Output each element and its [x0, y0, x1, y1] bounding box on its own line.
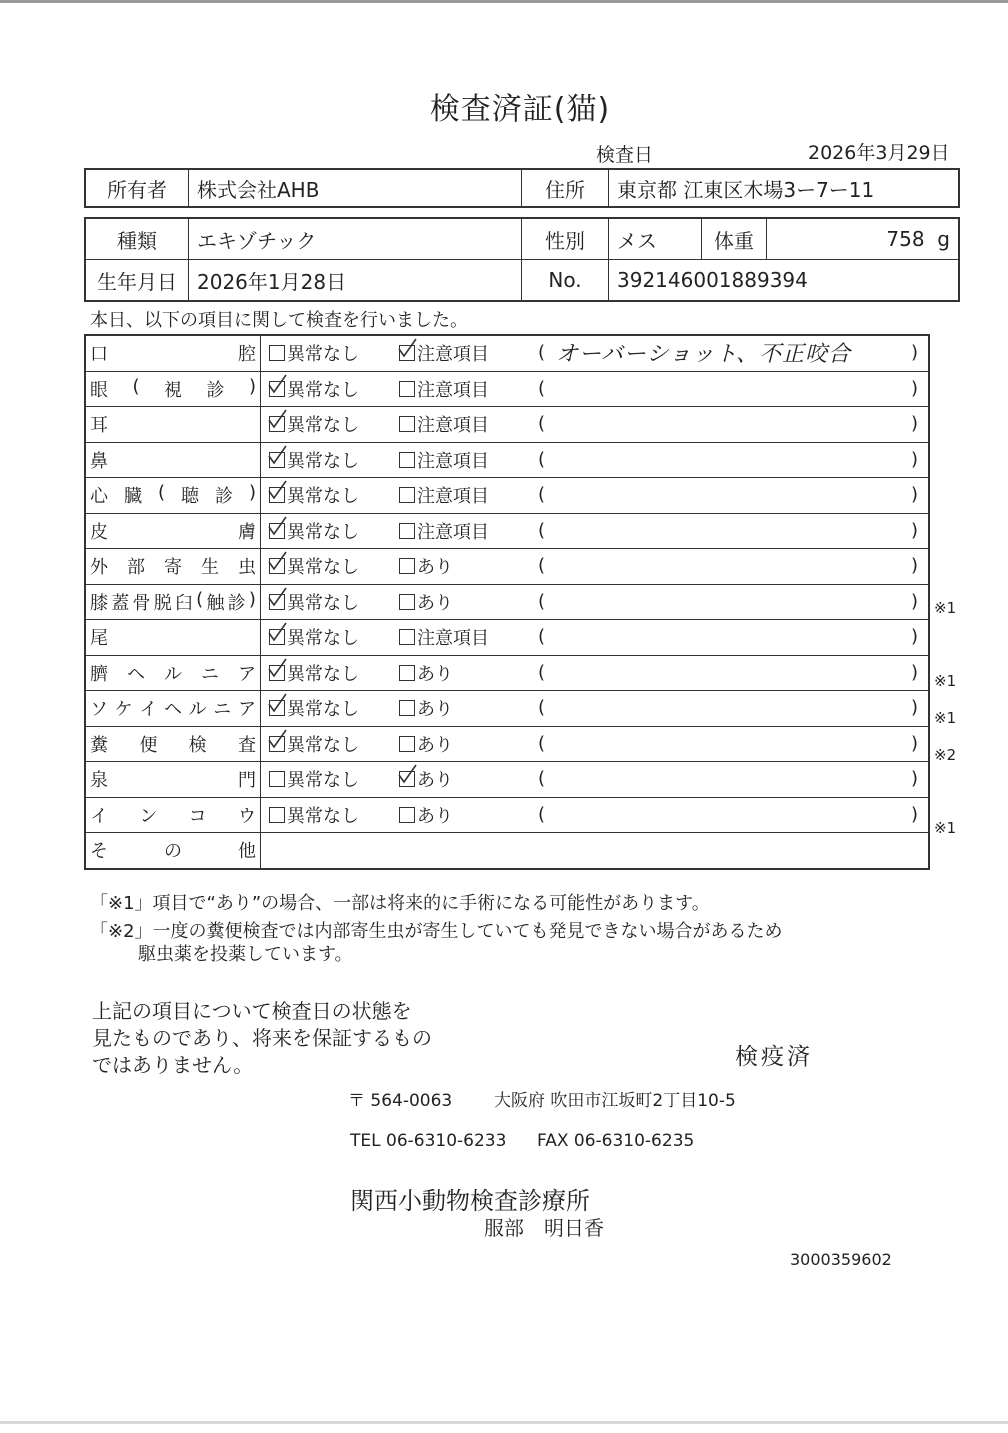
normal-option — [261, 655, 400, 691]
kind-value: エキゾチック — [189, 218, 522, 260]
paren-open: ( — [538, 519, 546, 541]
item-label-text: 泉 門 — [90, 770, 256, 792]
paren-close: ) — [910, 519, 918, 541]
paren-open: ( — [538, 626, 546, 647]
paren-close: ) — [910, 803, 918, 825]
weight-label: 体重 — [702, 218, 767, 260]
normal-checkbox[interactable] — [269, 523, 285, 539]
normal-checkbox[interactable] — [269, 736, 285, 752]
note-cell — [534, 655, 929, 691]
note-cell — [534, 513, 929, 549]
attention-checkbox[interactable] — [399, 452, 415, 468]
paren-close: ) — [910, 626, 918, 647]
note-cell — [534, 726, 929, 762]
paren-open: ( — [538, 342, 546, 363]
item-label-text: 尾 — [90, 628, 108, 650]
present-checkbox[interactable] — [399, 736, 415, 752]
present-label: あり — [417, 663, 453, 685]
owner-value: 株式会社AHB — [189, 169, 522, 207]
paren-open: ( — [538, 732, 546, 754]
clinic-person: 服部 明日香 — [484, 1216, 604, 1240]
attention-option — [399, 478, 534, 514]
clinic-fax: FAX 06-6310-6235 — [537, 1131, 695, 1151]
dob-label: 生年月日 — [85, 260, 189, 302]
normal-checkbox[interactable] — [269, 381, 285, 397]
note-cell — [534, 335, 929, 371]
normal-checkbox[interactable] — [269, 771, 285, 787]
normal-option — [261, 371, 400, 407]
item-label — [85, 478, 261, 514]
check-table — [84, 334, 930, 870]
item-label — [85, 762, 261, 798]
present-checkbox[interactable] — [399, 665, 415, 681]
normal-checkbox[interactable] — [269, 629, 285, 645]
normal-checkbox[interactable] — [269, 487, 285, 503]
address-label: 住所 — [522, 169, 609, 207]
paren-close: ) — [910, 590, 918, 612]
note-cell — [534, 584, 929, 620]
animal-table — [84, 217, 960, 302]
owner-label: 所有者 — [85, 169, 189, 207]
footnote-marker: ※2 — [934, 745, 957, 764]
normal-option — [261, 620, 400, 656]
paren-close: ) — [910, 484, 918, 505]
present-label: あり — [417, 592, 453, 614]
paren-open: ( — [538, 768, 546, 789]
present-label: あり — [417, 805, 453, 827]
present-label: あり — [417, 770, 453, 792]
normal-label: 異常なし — [287, 415, 359, 437]
item-label — [85, 442, 261, 478]
item-label-text: 外 部 寄 生 虫 — [90, 557, 256, 579]
serial-number: 3000359602 — [790, 1250, 892, 1269]
attention-label: 注意項目 — [417, 344, 489, 366]
inspection-date-label: 検査日 — [596, 144, 654, 166]
present-option — [399, 726, 534, 762]
footnote-marker: ※1 — [934, 818, 957, 837]
table-row — [85, 691, 929, 727]
weight-unit: g — [937, 227, 950, 251]
paren-close: ) — [910, 732, 918, 754]
table-row — [85, 407, 929, 443]
weight-value: 758 — [886, 227, 925, 251]
item-label-text: 眼 ( 視 診 ) — [90, 375, 256, 401]
attention-checkbox[interactable] — [399, 416, 415, 432]
item-label-text: 鼻 — [90, 450, 108, 472]
paren-close: ) — [910, 697, 918, 718]
sex-value: メス — [609, 218, 702, 260]
intro-text: 本日、以下の項目に関して検査を行いました。 — [90, 310, 468, 331]
normal-label: 異常なし — [287, 699, 359, 721]
attention-checkbox[interactable] — [399, 345, 415, 361]
normal-option — [261, 726, 400, 762]
table-row — [85, 335, 929, 371]
table-row — [85, 549, 929, 585]
note-cell — [534, 620, 929, 656]
other-label-text: そ の 他 — [90, 841, 256, 863]
item-label — [85, 584, 261, 620]
paren-close: ) — [910, 661, 918, 683]
scan-edge-bottom — [0, 1421, 1008, 1424]
present-checkbox[interactable] — [399, 700, 415, 716]
present-option — [399, 549, 534, 585]
present-checkbox[interactable] — [399, 558, 415, 574]
present-option — [399, 797, 534, 833]
attention-label: 注意項目 — [417, 415, 489, 437]
paren-open: ( — [538, 661, 546, 683]
footnote-marker: ※1 — [934, 672, 957, 691]
normal-label: 異常なし — [287, 521, 359, 543]
normal-option — [261, 549, 400, 585]
normal-checkbox[interactable] — [269, 558, 285, 574]
paren-close: ) — [910, 448, 918, 470]
normal-checkbox[interactable] — [269, 416, 285, 432]
present-checkbox[interactable] — [399, 594, 415, 610]
footnote-marker: ※1 — [934, 709, 957, 727]
table-row — [85, 513, 929, 549]
item-label — [85, 335, 261, 371]
note-cell — [534, 762, 929, 798]
paren-open: ( — [538, 555, 546, 576]
clinic-name: 関西小動物検査診療所 — [350, 1187, 590, 1215]
disclaimer-line2: 見たものであり、将来を保証するもの — [92, 1026, 432, 1050]
note-cell — [534, 549, 929, 585]
normal-option — [261, 513, 400, 549]
attention-option — [399, 442, 534, 478]
normal-label: 異常なし — [287, 344, 359, 366]
clinic-tel: TEL 06-6310-6233 — [350, 1131, 507, 1151]
attention-option — [399, 407, 534, 443]
item-label-text: ソ ケ イ ヘ ル ニ ア — [90, 699, 256, 721]
item-label-text: 臍 ヘ ル ニ ア — [90, 663, 256, 685]
normal-label: 異常なし — [287, 486, 359, 508]
attention-label: 注意項目 — [417, 521, 489, 543]
note-cell — [534, 407, 929, 443]
table-row — [85, 442, 929, 478]
table-row-other — [85, 833, 929, 869]
item-label-text: 心 臓 ( 聴 診 ) — [90, 482, 256, 508]
table-row — [85, 797, 929, 833]
clinic-postal: 〒 564-0063 — [348, 1091, 453, 1111]
table-row — [85, 478, 929, 514]
quarantine-stamp: 検疫済 — [735, 1044, 813, 1070]
normal-label: 異常なし — [287, 450, 359, 472]
item-label — [85, 691, 261, 727]
item-label — [85, 513, 261, 549]
paren-open: ( — [538, 448, 546, 470]
paren-close: ) — [910, 342, 918, 363]
normal-checkbox[interactable] — [269, 700, 285, 716]
normal-checkbox[interactable] — [269, 594, 285, 610]
paren-open: ( — [538, 590, 546, 612]
clinic-address: 大阪府 吹田市江坂町2丁目10-5 — [494, 1091, 736, 1111]
footnote-marker: ※1 — [934, 599, 957, 618]
disclaimer-line1: 上記の項目について検査日の状態を — [92, 999, 412, 1023]
item-label-text: 耳 — [90, 415, 108, 437]
other-label — [85, 833, 261, 869]
paren-close: ) — [910, 377, 918, 399]
attention-checkbox[interactable] — [399, 523, 415, 539]
other-value — [261, 833, 930, 869]
owner-table — [84, 168, 960, 208]
note-cell — [534, 797, 929, 833]
disclaimer-line3: ではありません。 — [92, 1053, 254, 1077]
handwritten-note: オーバーショット、不正咬合 — [556, 342, 852, 367]
attention-option — [399, 371, 534, 407]
table-row — [85, 620, 929, 656]
item-label-text: イ ン コ ウ — [90, 805, 256, 827]
item-label — [85, 726, 261, 762]
item-label — [85, 549, 261, 585]
item-label-text: 口 腔 — [90, 344, 256, 366]
present-label: あり — [417, 699, 453, 721]
attention-checkbox[interactable] — [399, 381, 415, 397]
table-row — [85, 726, 929, 762]
normal-option — [261, 762, 400, 798]
item-label-text: 糞 便 検 査 — [90, 734, 256, 756]
no-label: No. — [522, 260, 609, 302]
no-value: 392146001889394 — [609, 260, 960, 302]
normal-label: 異常なし — [287, 663, 359, 685]
paren-open: ( — [538, 697, 546, 718]
normal-option — [261, 584, 400, 620]
normal-checkbox[interactable] — [269, 807, 285, 823]
attention-label: 注意項目 — [417, 628, 489, 650]
table-row — [85, 584, 929, 620]
normal-checkbox[interactable] — [269, 665, 285, 681]
attention-label: 注意項目 — [417, 450, 489, 472]
normal-label: 異常なし — [287, 770, 359, 792]
normal-option — [261, 797, 400, 833]
present-option — [399, 762, 534, 798]
footnote-1: 「※1」項目で“あり”の場合、一部は将来的に手術になる可能性があります。 — [90, 893, 710, 914]
normal-label: 異常なし — [287, 805, 359, 827]
paren-open: ( — [538, 803, 546, 825]
weight-cell — [767, 218, 960, 260]
paren-open: ( — [538, 484, 546, 505]
dob-value: 2026年1月28日 — [189, 260, 522, 302]
table-row — [85, 762, 929, 798]
attention-checkbox[interactable] — [399, 629, 415, 645]
attention-label: 注意項目 — [417, 379, 489, 401]
paren-close: ) — [910, 768, 918, 789]
item-label — [85, 371, 261, 407]
normal-label: 異常なし — [287, 734, 359, 756]
paren-close: ) — [910, 555, 918, 576]
item-label-text: 膝 蓋 骨 脱 臼 ( 触 診 ) — [90, 588, 256, 614]
address-value: 東京都 江東区木場3ー7ー11 — [609, 169, 960, 207]
note-cell — [534, 691, 929, 727]
present-option — [399, 584, 534, 620]
attention-label: 注意項目 — [417, 486, 489, 508]
item-label — [85, 407, 261, 443]
inspection-date: 2026年3月29日 — [808, 142, 950, 164]
present-label: あり — [417, 734, 453, 756]
attention-option — [399, 335, 534, 371]
note-cell — [534, 371, 929, 407]
normal-option — [261, 691, 400, 727]
normal-label: 異常なし — [287, 379, 359, 401]
present-option — [399, 655, 534, 691]
attention-checkbox[interactable] — [399, 487, 415, 503]
present-checkbox[interactable] — [399, 807, 415, 823]
present-option — [399, 691, 534, 727]
item-label-text: 皮 膚 — [90, 521, 256, 543]
normal-option — [261, 335, 400, 371]
normal-option — [261, 407, 400, 443]
kind-label: 種類 — [85, 218, 189, 260]
paren-close: ) — [910, 413, 918, 434]
normal-label: 異常なし — [287, 628, 359, 650]
note-cell — [534, 478, 929, 514]
note-cell — [534, 442, 929, 478]
table-row — [85, 371, 929, 407]
paren-open: ( — [538, 413, 546, 434]
attention-option — [399, 620, 534, 656]
present-checkbox[interactable] — [399, 771, 415, 787]
table-row — [85, 655, 929, 691]
paren-open: ( — [538, 377, 546, 399]
present-label: あり — [417, 557, 453, 579]
document-title: 検査済証(猫) — [429, 92, 611, 127]
normal-option — [261, 478, 400, 514]
normal-label: 異常なし — [287, 557, 359, 579]
footnote-2-line2: 駆虫薬を投薬しています。 — [138, 944, 353, 965]
normal-checkbox[interactable] — [269, 452, 285, 468]
normal-label: 異常なし — [287, 592, 359, 614]
item-label — [85, 655, 261, 691]
item-label — [85, 620, 261, 656]
footnote-2-line1: 「※2」一度の糞便検査では内部寄生虫が寄生していても発見できない場合があるため — [90, 921, 783, 942]
item-label — [85, 797, 261, 833]
normal-checkbox[interactable] — [269, 345, 285, 361]
scan-edge-top — [0, 0, 1008, 3]
normal-option — [261, 442, 400, 478]
attention-option — [399, 513, 534, 549]
sex-label: 性別 — [522, 218, 609, 260]
